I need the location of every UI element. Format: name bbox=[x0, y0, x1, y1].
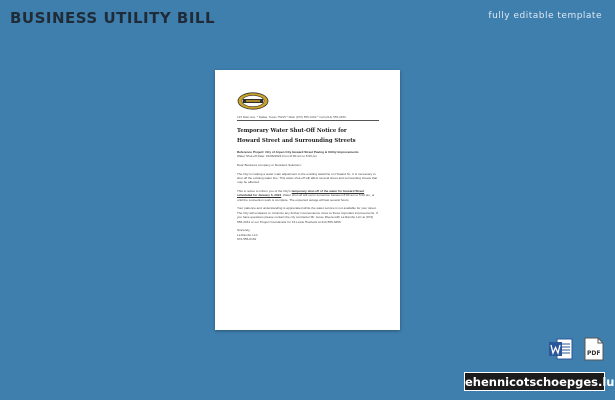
paragraph-2-start: This is notice to inform you of the City's bbox=[237, 189, 292, 193]
signature-block bbox=[237, 228, 380, 241]
company-logo bbox=[237, 92, 269, 110]
pdf-label: PDF bbox=[587, 350, 601, 357]
word-document-icon[interactable] bbox=[548, 337, 574, 361]
header-divider bbox=[237, 120, 379, 121]
paragraph-2-emphasis: temporary shut-off of the water for Howard Street scheduled for January 6, 2024 bbox=[237, 189, 365, 198]
letter-body bbox=[237, 150, 380, 246]
pdf-document-icon[interactable] bbox=[583, 337, 605, 361]
closing: Sincerely, bbox=[237, 228, 251, 233]
paragraph-3: Your patience and understanding is appreciated while the water service is not available for your street. The City will endeavor to minimize any further inconvenience close to these important improvements. If you have questions please contact the city contractor Mr. Jesse Rivera with La Rambo LLC at (972) 555-2331 or our Project Coordinator for 15 Lewis Huebeck at 214-555-0456 bbox=[237, 206, 378, 224]
document-preview[interactable] bbox=[215, 70, 400, 330]
paragraph-1: The City is making a water main adjustment to the existing waterline on Howard St.. It is necessary to shut off the existing water line. This water shut-off will affect several street and surrounding streets that may be affected. bbox=[237, 171, 378, 185]
pdf-file-shape bbox=[583, 337, 605, 361]
document-title: Temporary Water Shut-Off Notice for Howard Street and Surrounding Streets bbox=[237, 128, 356, 144]
salutation: Dear Business company or Resident Solutions: bbox=[237, 163, 302, 167]
paragraph-2-end: . Water shut-off will occur sometime between 8:00 am to 5:00 pm, or until the connection work is complete. The expected outage will last several hours. bbox=[237, 193, 375, 202]
page-subtitle: fully editable template bbox=[488, 11, 602, 21]
paragraph-2 bbox=[237, 189, 380, 202]
company-address-line: 123 Main Ave. * Dallas, Texas 75215 * Main (972) 555-0162 * Cell (214) 555-0456 bbox=[237, 115, 346, 119]
page-title: BUSINESS UTILITY BILL bbox=[10, 9, 216, 27]
shutoff-date-line: Water Shut-off Date: 01/06/2024 From 8:00 am to 5:00 pm bbox=[237, 154, 317, 159]
brand-watermark[interactable]: ehennicotschoepges.lu bbox=[464, 372, 605, 391]
signer-company: La Rambo LLC bbox=[237, 232, 258, 237]
reference-line: Reference Project: City of Arpen City Howard Street Paving & Utility Improvements bbox=[237, 150, 359, 154]
signer-phone: 972-555-0161 bbox=[237, 237, 257, 242]
